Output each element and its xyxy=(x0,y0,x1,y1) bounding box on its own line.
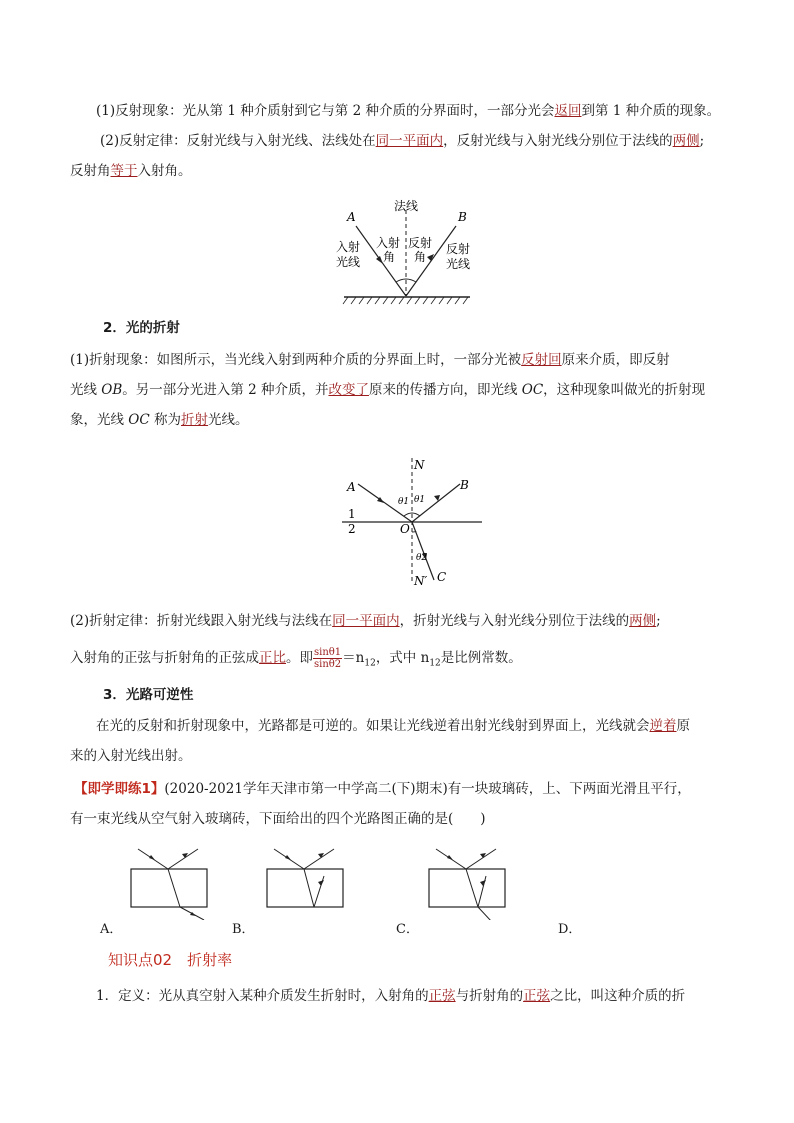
choice-a[interactable]: A． xyxy=(100,922,123,937)
reversibility-text: 在光的反射和折射现象中，光路都是可逆的。如果让光线逆着出射光线射到界面上，光线就会逆着原 xyxy=(96,718,690,734)
point-a-label: A xyxy=(347,480,356,494)
point-c-label: C xyxy=(437,570,447,584)
incident-arrow xyxy=(376,256,383,264)
answer-same-plane-2: 同一平面内 xyxy=(332,613,400,629)
reversibility-text-cont: 来的入射光线出射。 xyxy=(70,748,192,764)
reflection-phenomenon: (1)反射现象：光从第 1 种介质射到它与第 2 种介质的分界面时，一部分光会返回到第 1 种介质的现象。 xyxy=(96,103,721,119)
medium-1-label: 1 xyxy=(348,507,356,521)
reflection-law: (2)反射定律：反射光线与入射光线、法线处在同一平面内，反射光线与入射光线分别位于法线的两侧; xyxy=(100,133,705,149)
answer-sine-1: 正弦 xyxy=(428,988,456,1004)
answer-reverse: 逆着 xyxy=(649,718,677,734)
refractive-index-definition: 1．定义：光从真空射入某种介质发生折射时，入射角的正弦与折射角的正弦之比，叫这种介质的折 xyxy=(96,988,686,1004)
reflection-diagram xyxy=(330,196,490,314)
point-b-label: B xyxy=(460,478,469,492)
incident-ray-label-2: 光线 xyxy=(336,255,361,269)
answer-both-sides: 两侧 xyxy=(672,133,700,149)
answer-refraction: 折射 xyxy=(181,412,208,428)
point-o-label: O xyxy=(400,522,410,536)
answer-both-sides-2: 两侧 xyxy=(629,613,657,629)
reflect-angle-label-1: 反射 xyxy=(408,236,433,250)
refraction-phenomenon-cont2: 象，光线 OC 称为折射光线。 xyxy=(70,412,249,428)
refraction-phenomenon: (1)折射现象：如图所示，当光线入射到两种介质的分界面上时，一部分光被反射回原来介质，即反射 xyxy=(70,352,670,368)
option-a-diagram xyxy=(122,840,222,920)
answer-same-plane: 同一平面内 xyxy=(375,133,444,149)
incident-angle-label-2: 角 xyxy=(383,250,396,264)
choice-b[interactable]: B． xyxy=(232,922,255,937)
refracted-ray xyxy=(412,522,434,580)
section-refraction-title: 2．光的折射 xyxy=(103,320,180,336)
practice-question: 【即学即练1】(2020-2021学年天津市第一中学高二(下)期末)有一块玻璃砖，上、下两面光滑且平行， xyxy=(74,781,691,797)
refraction-phenomenon-cont: 光线 OB。另一部分光进入第 2 种介质，并改变了原来的传播方向，即光线 OC，这种现象叫做光的折射现 xyxy=(70,382,706,398)
choice-d[interactable]: D． xyxy=(558,922,582,937)
theta2-label: θ2 xyxy=(416,553,428,563)
medium-2-label: 2 xyxy=(348,522,356,536)
normal-n-prime-label: N′ xyxy=(414,574,428,588)
point-a-label: A xyxy=(347,210,356,224)
reflection-law-cont: 反射角等于入射角。 xyxy=(70,163,192,179)
point-b-label: B xyxy=(458,210,467,224)
snell-fraction: $\frac{\sin\theta 1}{\sin\theta 2}$ xyxy=(314,647,342,670)
reflect-angle-label-2: 角 xyxy=(414,250,427,264)
option-c-diagram xyxy=(420,840,520,920)
choice-c[interactable]: C． xyxy=(396,922,419,937)
knowledge-point-title: 知识点02 折射率 xyxy=(108,951,233,969)
theta1-right-label: θ1 xyxy=(414,495,426,505)
refraction-diagram xyxy=(334,452,494,592)
answer-changed: 改变了 xyxy=(328,382,369,398)
reflect-ray-label-1: 反射 xyxy=(446,242,471,256)
answer-return: 返回 xyxy=(554,103,582,119)
practice-tag: 【即学即练1】 xyxy=(74,781,165,797)
theta1-left-label: θ1 xyxy=(398,497,410,507)
option-b-diagram xyxy=(258,840,358,920)
incident-angle-label-1: 入射 xyxy=(376,236,401,250)
incident-ray-label-1: 入射 xyxy=(336,240,361,254)
reflect-ray-label-2: 光线 xyxy=(446,257,471,271)
mirror-hatching xyxy=(343,297,468,304)
normal-label: 法线 xyxy=(394,199,419,213)
normal-n-label: N xyxy=(414,458,425,472)
refraction-law: (2)折射定律：折射光线跟入射光线与法线在同一平面内，折射光线与入射光线分别位于法线的两侧; xyxy=(70,613,661,629)
practice-question-cont: 有一束光线从空气射入玻璃砖，下面给出的四个光路图正确的是( ) xyxy=(70,811,486,827)
answer-sine-2: 正弦 xyxy=(523,988,551,1004)
section-reversibility-title: 3．光路可逆性 xyxy=(103,687,194,703)
answer-equal: 等于 xyxy=(110,163,138,179)
refraction-law-cont: 入射角的正弦与折射角的正弦成正比。即 $\frac{\sin\theta 1}{\sin\theta 2}$ $=n_{12}$，式中 $n_{12}$是比例常数。 xyxy=(70,647,522,670)
answer-reflect-back: 反射回 xyxy=(521,352,562,368)
answer-proportional: 正比 xyxy=(259,650,286,666)
